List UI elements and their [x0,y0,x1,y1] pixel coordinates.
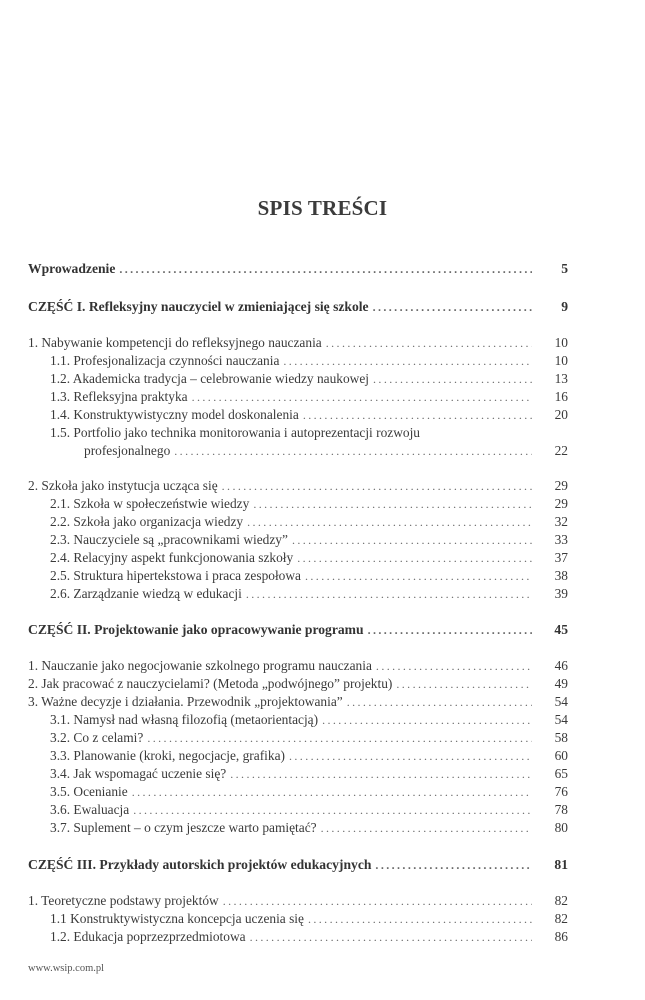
dot-leader [174,441,532,461]
toc-entry-label: 1.3. Refleksyjna praktyka [28,387,192,407]
toc-entry-label: 1.2. Edukacja poprzezprzedmiotowa [28,927,250,947]
toc-entry[interactable] [28,369,568,389]
dot-leader [133,800,532,820]
toc-entry[interactable] [28,746,568,766]
toc-entry-label: CZĘŚĆ III. Przykłady autorskich projektów edukacyjnych [28,855,375,875]
toc-entry-page: 81 [554,857,568,872]
toc-entry-page: 86 [554,929,568,944]
toc-entry-label: 2.6. Zarządzanie wiedzą w edukacji [28,584,246,604]
toc-entry-label: 1.1. Profesjonalizacja czynności nauczania [28,351,283,371]
toc-entry-page: 45 [554,622,568,637]
dot-leader [230,764,532,784]
toc-entry[interactable] [28,259,568,279]
toc-entry[interactable] [28,656,568,676]
toc-entry-label: 2.4. Relacyjny aspekt funkcjonowania szkoły [28,548,297,568]
toc-entry-label: 3.6. Ewaluacja [28,800,133,820]
dot-leader [373,297,532,317]
toc-entry-label: 1. Nauczanie jako negocjowanie szkolnego programu nauczania [28,656,376,676]
toc-entry-page: 29 [554,478,568,493]
toc-entry-label: 2. Szkoła jako instytucja ucząca się [28,476,222,496]
toc-entry[interactable] [28,710,568,730]
dot-leader [250,927,532,947]
toc-entry[interactable] [28,764,568,784]
toc-entry[interactable] [28,800,568,820]
toc-entry-page: 33 [554,532,568,547]
toc-entry-page: 16 [554,389,568,404]
toc-entry-page: 80 [554,820,568,835]
toc-entry-page: 9 [561,299,568,314]
dot-leader [192,387,532,407]
toc-entry-page: 76 [554,784,568,799]
dot-leader [222,476,532,496]
toc-entry-label: 1.4. Konstruktywistyczny model doskonalenia [28,405,303,425]
toc-entry[interactable] [28,674,568,694]
toc-entry[interactable] [28,494,568,514]
toc-entry[interactable] [28,584,568,604]
toc-entry-page: 39 [554,586,568,601]
toc-entry[interactable] [28,566,568,586]
toc-entry-label: 1.1 Konstruktywistyczna koncepcja uczenia się [28,909,308,929]
toc-entry-label: 2.3. Nauczyciele są „pracownikami wiedzy” [28,530,292,550]
toc-entry-label: profesjonalnego [28,441,174,461]
toc-entry-label: 2. Jak pracować z nauczycielami? (Metoda „podwójnego” projektu) [28,674,396,694]
dot-leader [223,891,532,911]
toc-entry-label: 3.3. Planowanie (kroki, negocjacje, grafika) [28,746,289,766]
toc-entry-label: 2.5. Struktura hipertekstowa i praca zespołowa [28,566,305,586]
toc-entry-page: 38 [554,568,568,583]
toc-entry-page: 58 [554,730,568,745]
dot-leader [308,909,532,929]
toc-entry[interactable] [28,423,568,443]
toc-entry-page: 22 [554,443,568,458]
toc-entry[interactable] [28,927,568,947]
toc-entry-label: 3.5. Ocenianie [28,782,132,802]
dot-leader [373,369,532,389]
toc-entry[interactable] [28,692,568,712]
toc-entry-page: 29 [554,496,568,511]
dot-leader [147,728,532,748]
toc-entry-continuation[interactable] [28,441,568,461]
toc-entry-label: 1. Nabywanie kompetencji do refleksyjnego nauczania [28,333,326,353]
toc-entry-label: 1. Teoretyczne podstawy projektów [28,891,223,911]
toc-entry-page: 10 [554,335,568,350]
toc-entry-label: 1.5. Portfolio jako technika monitorowania i autoprezentacji rozwoju [28,423,420,443]
dot-leader [326,333,532,353]
toc-entry[interactable] [28,387,568,407]
toc-entry[interactable] [28,855,568,875]
toc-entry[interactable] [28,405,568,425]
toc-entry-page: 78 [554,802,568,817]
dot-leader [375,855,532,875]
dot-leader [347,692,532,712]
footer-url: www.wsip.com.pl [28,963,105,974]
toc-entry-page: 5 [561,261,568,276]
page-title: SPIS TREŚCI [257,196,388,220]
dot-leader [253,494,532,514]
toc-entry-page: 54 [554,712,568,727]
dot-leader [132,782,532,802]
dot-leader [246,584,532,604]
dot-leader [396,674,532,694]
toc-entry-label: CZĘŚĆ I. Refleksyjny nauczyciel w zmieniającej się szkole [28,297,373,317]
toc-entry-label: CZĘŚĆ II. Projektowanie jako opracowywanie programu [28,620,368,640]
toc-entry-label: Wprowadzenie [28,259,119,279]
toc-entry-page: 37 [554,550,568,565]
toc-entry[interactable] [28,818,568,838]
toc-entry-page: 32 [554,514,568,529]
dot-leader [321,818,532,838]
toc-entry-label: 3.1. Namysł nad własną filozofią (metaorientacją) [28,710,322,730]
toc-entry-page: 49 [554,676,568,691]
toc-entry-page: 54 [554,694,568,709]
toc-entry[interactable] [28,909,568,929]
toc-entry[interactable] [28,548,568,568]
dot-leader [297,548,532,568]
toc-entry[interactable] [28,530,568,550]
dot-leader [376,656,532,676]
dot-leader [292,530,532,550]
toc-entry[interactable] [28,782,568,802]
toc-entry[interactable] [28,351,568,371]
dot-leader [322,710,532,730]
toc-entry[interactable] [28,891,568,911]
dot-leader [368,620,532,640]
dot-leader [305,566,532,586]
dot-leader [283,351,532,371]
toc-entry-label: 2.1. Szkoła w społeczeństwie wiedzy [28,494,253,514]
toc-entry[interactable] [28,333,568,353]
dot-leader [119,259,532,279]
toc-entry[interactable] [28,620,568,640]
dot-leader [247,512,532,532]
dot-leader [303,405,532,425]
dot-leader [289,746,532,766]
toc-entry-label: 3. Ważne decyzje i działania. Przewodnik „projektowania” [28,692,347,712]
toc-entry-label: 3.4. Jak wspomagać uczenie się? [28,764,230,784]
toc-entry-page: 65 [554,766,568,781]
toc-entry-page: 13 [554,371,568,386]
toc-entry-label: 1.2. Akademicka tradycja – celebrowanie wiedzy naukowej [28,369,373,389]
toc-entry-page: 82 [554,893,568,908]
toc-entry[interactable] [28,476,568,496]
toc-entry-page: 20 [554,407,568,422]
toc-entry-page: 10 [554,353,568,368]
toc-entry-label: 2.2. Szkoła jako organizacja wiedzy [28,512,247,532]
toc-entry-page: 46 [554,658,568,673]
toc-entry[interactable] [28,512,568,532]
toc-entry[interactable] [28,297,568,317]
toc-entry[interactable] [28,728,568,748]
toc-entry-page: 60 [554,748,568,763]
toc-entry-label: 3.2. Co z celami? [28,728,147,748]
toc-entry-label: 3.7. Suplement – o czym jeszcze warto pamiętać? [28,818,321,838]
toc-entry-page: 82 [554,911,568,926]
